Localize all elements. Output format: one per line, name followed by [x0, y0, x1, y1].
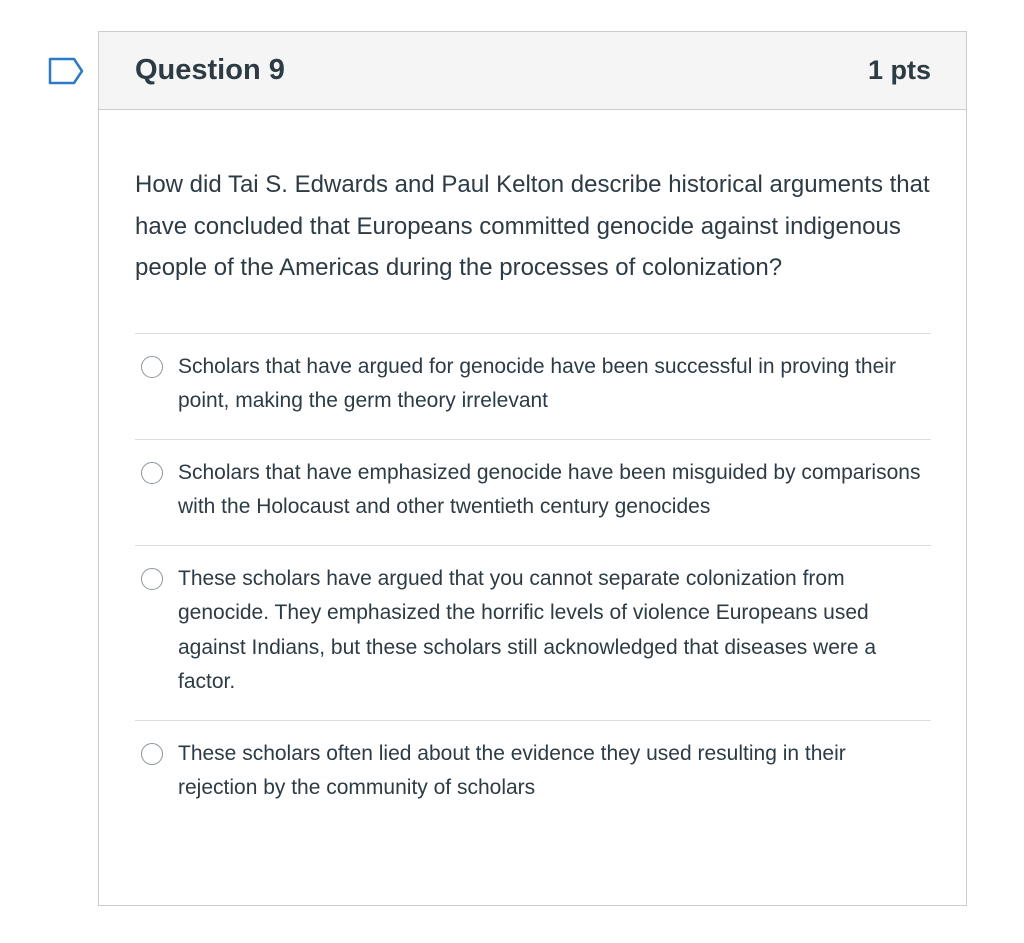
- radio-button[interactable]: [141, 356, 163, 378]
- answer-option-1[interactable]: [135, 334, 931, 440]
- answer-option-3[interactable]: [135, 546, 931, 721]
- answer-label: These scholars often lied about the evidence they used resulting in their rejection by the community of scholars: [178, 741, 846, 799]
- answer-option-2[interactable]: [135, 440, 931, 546]
- answer-option-4[interactable]: [135, 721, 931, 826]
- radio-button[interactable]: [141, 568, 163, 590]
- question-body: [99, 110, 966, 826]
- question-points: 1 pts: [867, 55, 931, 85]
- answer-list: [135, 333, 931, 826]
- answer-label: Scholars that have emphasized genocide have been misguided by comparisons with the Holocaust and other twentieth century genocides: [178, 460, 921, 518]
- question-text: How did Tai S. Edwards and Paul Kelton describe historical arguments that have concluded that Europeans committed genocide against indigenous people of the Americas during the processes of colonization?: [135, 171, 930, 281]
- question-title: Question 9: [135, 54, 285, 86]
- answer-label: These scholars have argued that you cannot separate colonization from genocide. They emphasized the horrific levels of violence Europeans used against Indians, but these scholars still acknowledged that diseases were a factor.: [178, 566, 877, 693]
- flag-question-icon[interactable]: [48, 57, 84, 85]
- radio-button[interactable]: [141, 743, 163, 765]
- question-card: [98, 31, 967, 906]
- answer-label: Scholars that have argued for genocide have been successful in proving their point, making the germ theory irrelevant: [178, 354, 896, 412]
- radio-button[interactable]: [141, 462, 163, 484]
- question-header: [99, 32, 966, 110]
